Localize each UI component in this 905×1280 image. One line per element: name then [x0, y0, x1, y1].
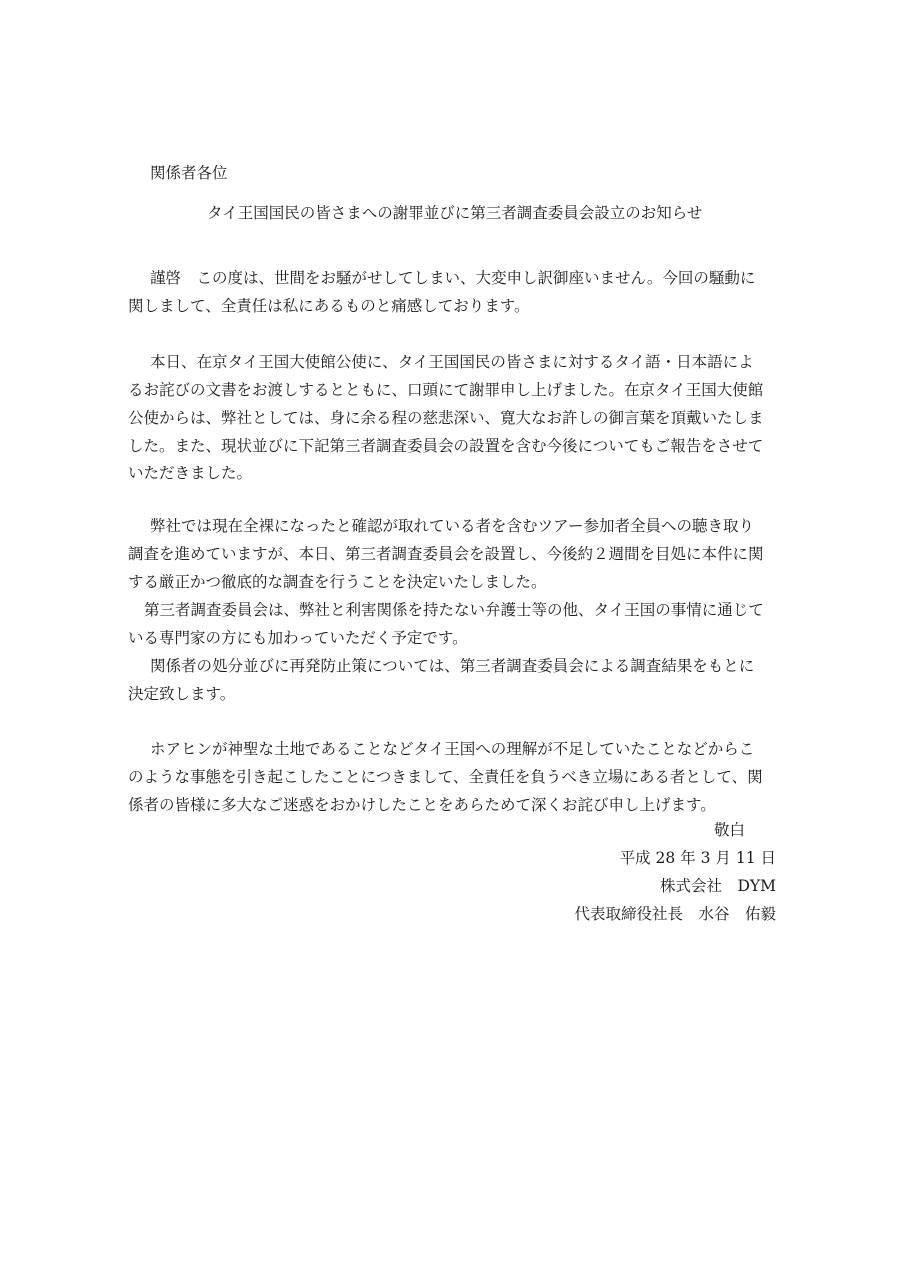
- paragraph-line: ホアヒンが神聖な土地であることなどタイ王国への理解が不足していたことなどからこ: [150, 740, 755, 758]
- paragraph-line: いる専門家の方にも加わっていただく予定です。: [128, 629, 468, 647]
- paragraph-line: のような事態を引き起こしたことにつきまして、全責任を負うべき立場にある者として、関: [128, 768, 763, 786]
- paragraph-line: いただきました。: [128, 464, 253, 482]
- paragraph-line: 関係者の処分並びに再発防止策については、第三者調査委員会による調査結果をもとに: [150, 657, 755, 675]
- paragraph-line: 調査を進めていますが、本日、第三者調査委員会を設置し、今後約２週間を目処に本件に関: [128, 545, 764, 563]
- paragraph-line: 係者の皆様に多大なご迷惑をおかけしたことをあらためて深くお詫び申し上げます。: [128, 796, 716, 814]
- paragraph-line: 謹啓 この度は、世間をお騒がせしてしまい、大変申し訳御座いません。今回の騒動に: [150, 269, 756, 287]
- company-name: 株式会社 DYM: [659, 877, 776, 895]
- paragraph-line: 関しまして、全責任は私にあるものと痛感しております。: [128, 297, 530, 315]
- signatory: 代表取締役社長 水谷 佑毅: [574, 905, 776, 923]
- paragraph-line: 弊社では現在全裸になったと確認が取れている者を含むツアー参加者全員への聴き取り: [150, 517, 755, 535]
- paragraph-line: るお詫びの文書をお渡しするとともに、口頭にて謝罪申し上げました。在京タイ王国大使館: [128, 381, 764, 399]
- document-date: 平成 28 年 3 月 11 日: [619, 849, 776, 867]
- paragraph-line: 本日、在京タイ王国大使館公使に、タイ王国国民の皆さまに対するタイ語・日本語によ: [150, 353, 754, 371]
- closing-word: 敬白: [714, 821, 746, 839]
- addressee: 関係者各位: [150, 164, 228, 182]
- paragraph-line: 決定致します。: [128, 685, 236, 703]
- document-title: タイ王国国民の皆さまへの謝罪並びに第三者調査委員会設立のお知らせ: [207, 204, 703, 222]
- paragraph-line: する厳正かつ徹底的な調査を行うことを決定いたしました。: [128, 573, 547, 591]
- paragraph-line: 公使からは、弊社としては、身に余る程の慈悲深い、寛大なお許しの御言葉を頂戴いたしま: [128, 409, 764, 427]
- paragraph-line: 第三者調査委員会は、弊社と利害関係を持たない弁護士等の他、タイ王国の事情に通じて: [144, 601, 764, 619]
- paragraph-line: した。また、現状並びに下記第三者調査委員会の設置を含む今後についてもご報告をさせて: [128, 437, 764, 455]
